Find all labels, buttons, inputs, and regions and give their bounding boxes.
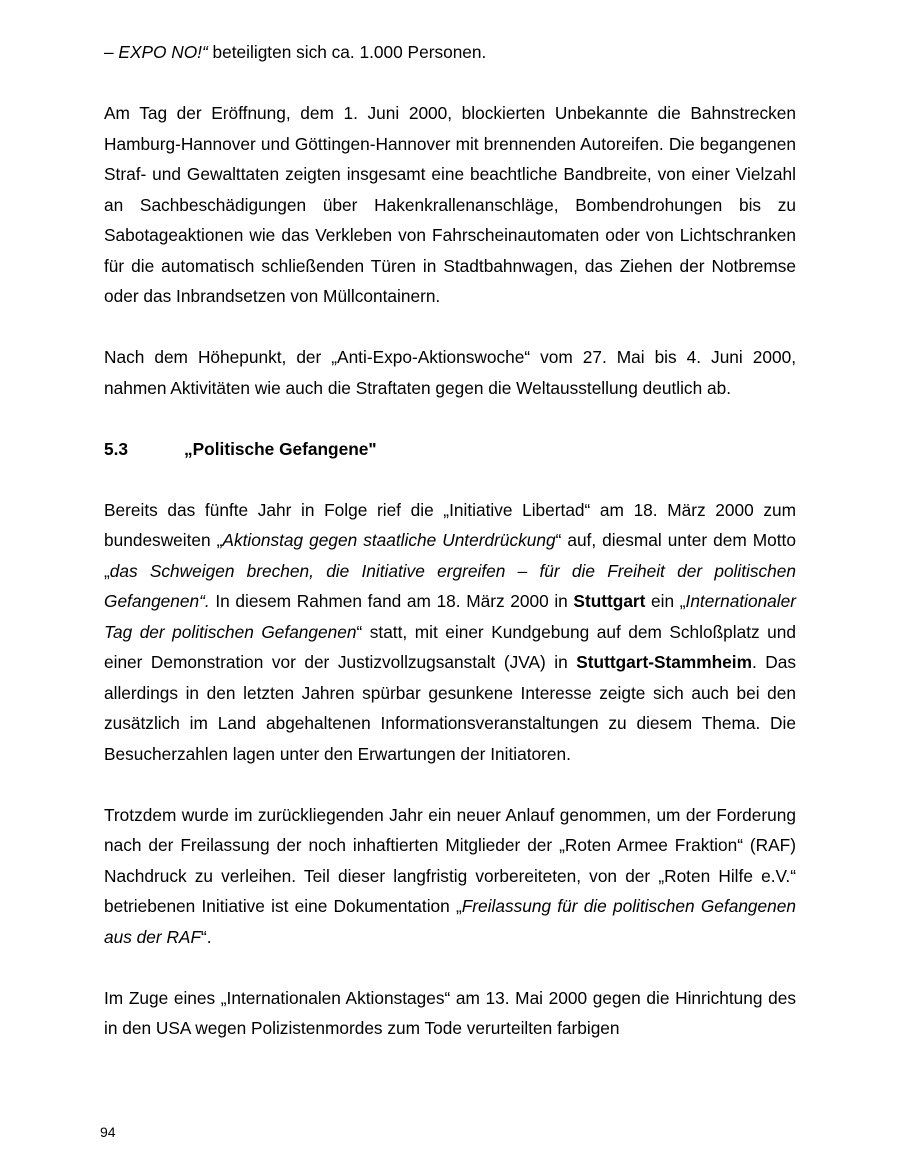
text-span: “. [201,926,212,947]
emphasis-text: das Schweigen brechen, die Initiative ergreifen – für die Freiheit der politischen Gefangenen“. [104,560,796,611]
page-body [104,37,796,1044]
page-number: 94 [100,1124,116,1140]
paragraph-action-week [104,342,796,403]
text-span: Nach dem Höhepunkt, der „Anti-Expo-Aktionswoche“ vom 27. Mai bis 4. Juni 2000, nahmen Aktivitäten wie auch die Straftaten gegen die Weltausstellung deutlich ab. [104,347,796,398]
text-span: Im Zuge eines „Internationalen Aktionstages“ am 13. Mai 2000 gegen die Hinrichtung des in den USA wegen Polizistenmordes zum Tode verurteilten farbigen [104,987,796,1038]
text-span: Trotzdem wurde im zurückliegenden Jahr ein neuer Anlauf genommen, um der Forderung nach der Freilassung der noch inhaftierten Mitglieder der „Roten Armee Fraktion“ (RAF) Nachdruck zu verleihen. Teil dieser langfristig vorbereiteten, von der „Roten Hilfe e.V.“ betriebenen Initiative ist eine Dokumentation „ [104,804,796,916]
emphasis-text: Freilassung für die politischen Gefangenen aus der RAF [104,896,796,947]
paragraph-raf-release [104,800,796,953]
emphasis-text: Aktionstag gegen staatliche Unterdrückung [222,530,556,550]
text-span: ein „ [645,591,686,611]
paragraph-expo-continuation [104,37,796,68]
section-number: 5.3 [104,438,129,459]
paragraph-opening-day [104,98,796,312]
paragraph-action-day [104,983,796,1044]
bold-text: Stuttgart-Stammheim [576,652,752,672]
text-span: – [104,42,119,62]
paragraph-initiative-libertad [104,495,796,770]
text-span: In diesem Rahmen fand am 18. März 2000 in [209,591,574,611]
emphasis-text: Internationaler Tag der politischen Gefangenen [104,591,796,642]
text-span: “ statt, mit einer Kundgebung auf dem Schloßplatz und einer Demonstration vor der Justizvollzugsanstalt (JVA) in [104,621,797,672]
section-title: „Politische Gefangene" [184,438,377,459]
text-span: . Das allerdings in den letzten Jahren spürbar gesunkene Interesse zeigte sich auch bei den zusätzlich im Land abgehaltenen Informationsveranstaltungen zu diesem Thema. Die Besucherzahlen lagen unter den Erwartungen der Initiatoren. [104,652,796,764]
text-span: Am Tag der Eröffnung, dem 1. Juni 2000, blockierten Unbekannte die Bahnstrecken Hamburg-Hannover und Göttingen-Hannover mit brennenden Autoreifen. Die begangenen Straf- und Gewalttaten zeigten insgesamt eine beachtliche Bandbreite, von einer Vielzahl an Sachbeschädigungen über Hakenkrallenanschläge, Bombendrohungen bis zu Sabotageaktionen wie das Verkleben von Fahrscheinautomaten oder von Lichtschranken für die automatisch schließenden Türen in Stadtbahnwagen, das Ziehen der Notbremse oder das Inbrandsetzen von Müllcontainern. [104,103,796,306]
bold-text: Stuttgart [573,591,646,611]
text-span: beteiligten sich ca. 1.000 Personen. [207,42,487,62]
text-span: Bereits das fünfte Jahr in Folge rief die „Initiative Libertad“ am 18. März 2000 zum bundesweiten „ [104,499,796,550]
text-span: “ auf, diesmal unter dem Motto „ [104,530,796,581]
emphasis-text: EXPO NO!“ [118,42,208,62]
section-heading [104,434,796,465]
